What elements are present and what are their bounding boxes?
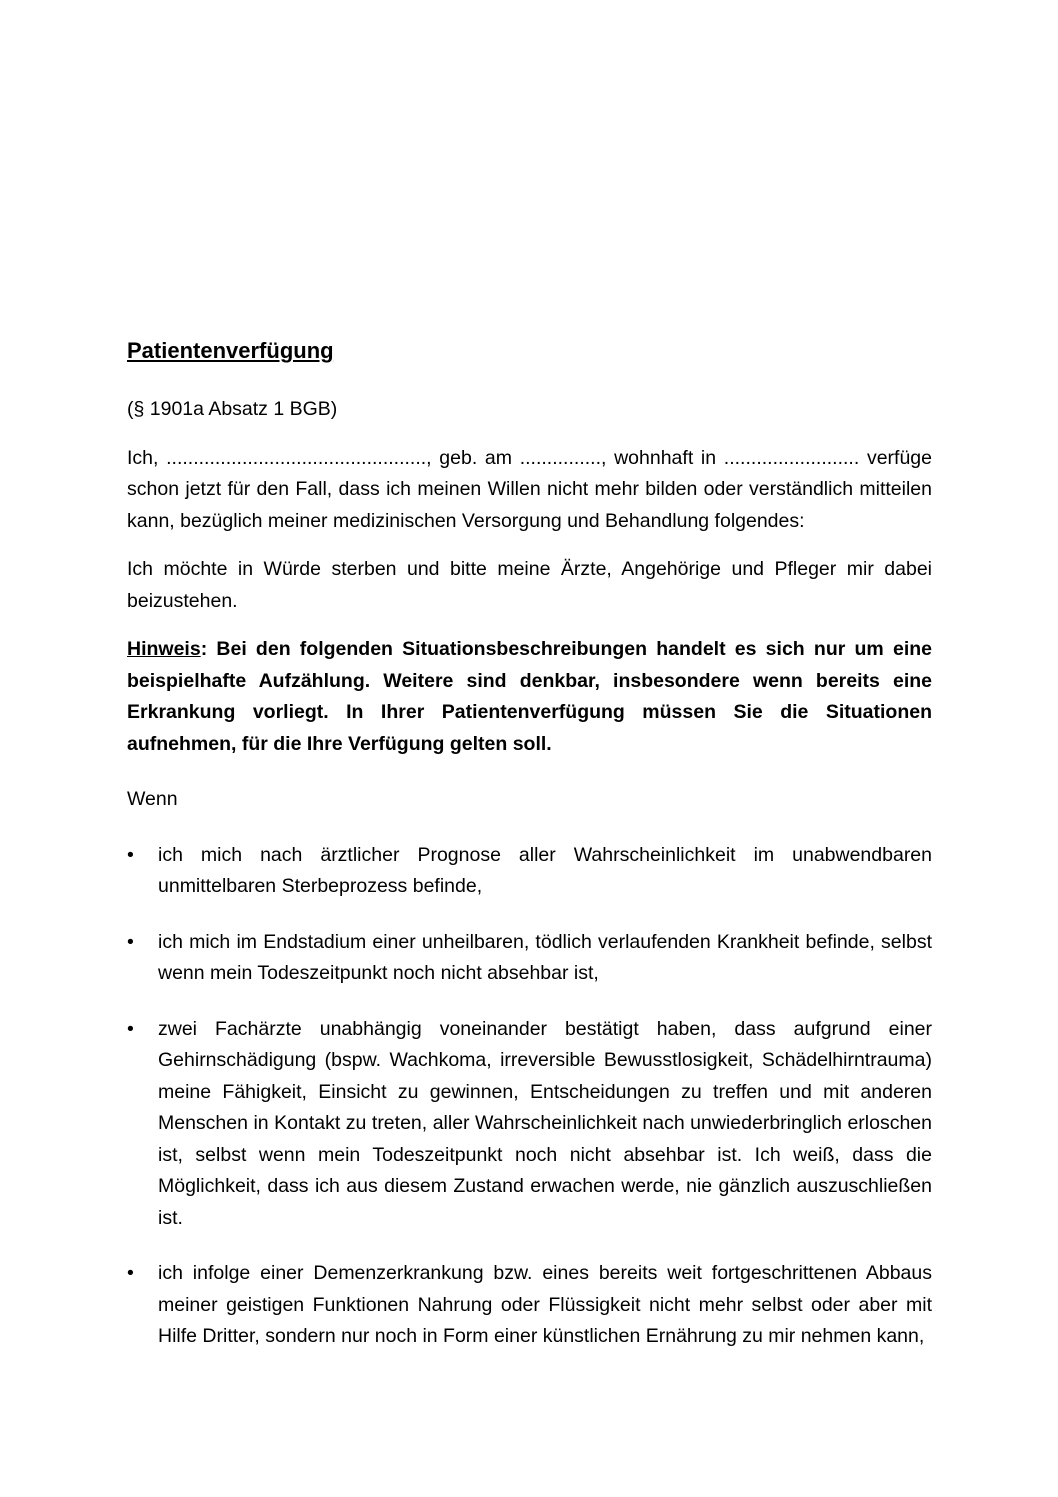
situation-list-item [127, 1258, 932, 1353]
bullet-icon: • [127, 843, 134, 866]
situation-text: ich mich im Endstadium einer unheilbaren, tödlich verlaufenden Krankheit befinde, selbst wenn mein Todeszeitpunkt noch nicht absehbar ist, [158, 930, 932, 984]
wenn-paragraph: Wenn [127, 788, 178, 810]
bullet-icon: • [127, 1017, 134, 1040]
document-title: Patientenverfügung [127, 338, 334, 363]
legal-reference: (§ 1901a Absatz 1 BGB) [127, 398, 338, 420]
bullet-icon: • [127, 1262, 134, 1284]
document-content [127, 335, 932, 1377]
situation-list [127, 840, 932, 1353]
situation-list-item [127, 1014, 932, 1235]
dignity-paragraph: Ich möchte in Würde sterben und bitte meine Ärzte, Angehörige und Pfleger mir dabei beizustehen. [127, 558, 932, 612]
situation-text: ich mich nach ärztlicher Prognose aller Wahrscheinlichkeit im unabwendbaren unmittelbaren Sterbeprozess befinde, [158, 843, 932, 897]
declaration-paragraph: Ich, ................................................, geb. am ..............., wohnhaft in ......................... verfüge schon jetzt für den Fall, dass ich meinen Willen nicht mehr bilden oder verständlich mitteilen kann, bezüglich meiner medizinischen Versorgung und Behandlung folgendes: [127, 446, 932, 532]
bullet-icon: • [127, 930, 134, 953]
hint-label: Hinweis [127, 638, 201, 660]
hint-text: : Bei den folgenden Situationsbeschreibungen handelt es sich nur um eine beispielhafte Aufzählung. Weitere sind denkbar, insbesondere wenn bereits eine Erkrankung vorliegt. In Ihrer Patientenverfügung müssen Sie die Situationen aufnehmen, für die Ihre Verfügung gelten soll. [127, 638, 932, 755]
situation-text: zwei Fachärzte unabhängig voneinander bestätigt haben, dass aufgrund einer Gehirnschädigung (bspw. Wachkoma, irreversible Bewusstlosigkeit, Schädelhirntrauma) meine Fähigkeit, Einsicht zu gewinnen, Entscheidungen zu treffen und mit anderen Menschen in Kontakt zu treten, aller Wahrscheinlichkeit nach unwiederbringlich erloschen ist, selbst wenn mein Todeszeitpunkt noch nicht absehbar ist. Ich weiß, dass die Möglichkeit, dass ich aus diesem Zustand erwachen werde, nie gänzlich auszuschließen ist. [158, 1017, 932, 1229]
hint-paragraph [127, 634, 932, 760]
situation-text: ich infolge einer Demenzerkrankung bzw. eines bereits weit fortgeschrittenen Abbaus meiner geistigen Funktionen Nahrung oder Flüssigkeit nicht mehr selbst oder aber mit Hilfe Dritter, sondern nur noch in Form einer künstlichen Ernährung zu mir nehmen kann, [158, 1262, 932, 1347]
situation-list-item [127, 840, 932, 903]
situation-list-item [127, 927, 932, 990]
